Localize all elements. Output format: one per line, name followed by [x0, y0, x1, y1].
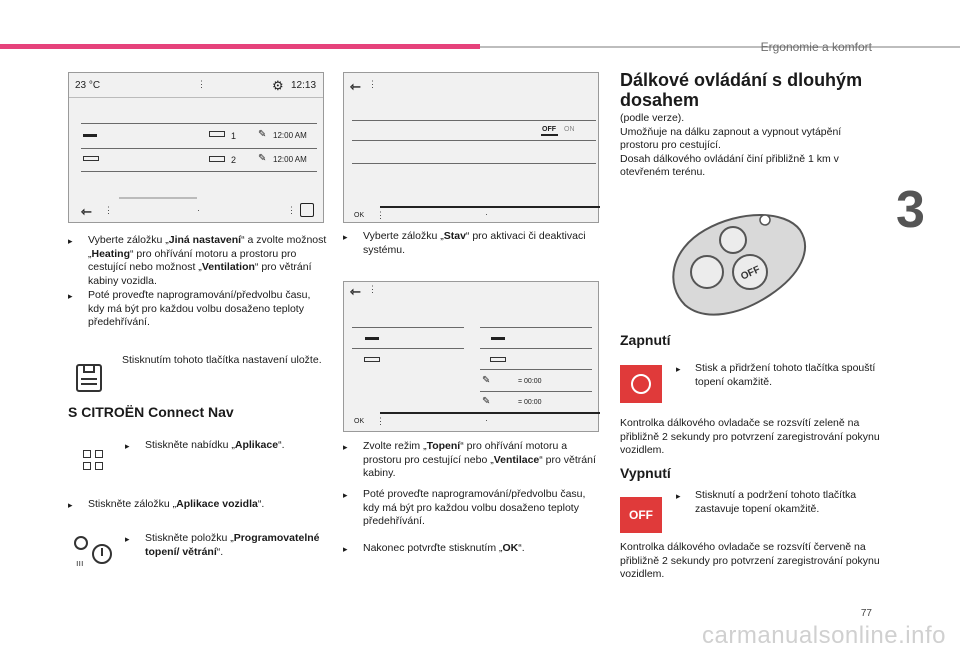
switch-off-note: Kontrolka dálkového ovladače se rozsvítí červeně na přibližně 2 sekundy pro potvrzení zaregistrování pokynu vozidlem.: [620, 541, 880, 580]
chapter-number: 3: [896, 181, 925, 239]
edit-pencil-icon[interactable]: ✎: [482, 396, 491, 407]
save-icon: [76, 364, 102, 392]
instruction-vehicle-apps: Stiskněte záložku „Aplikace vozidla“.: [88, 498, 265, 510]
switch-on-instruction: Stisk a přidržení tohoto tlačítka spouští topení okamžitě.: [695, 362, 876, 388]
program-time-1: 12:00 AM: [273, 131, 307, 140]
switch-off-heading: Vypnutí: [620, 465, 671, 481]
instruction-other-settings: Vyberte záložku „Jiná nastavení“ a zvolte možnost „Heating“ pro ohřívání motoru a prostoru pro cestující nebo možnost „Ventilation“ pro větrání kabiny vozidla.: [88, 234, 327, 287]
programmable-heating-icon: ııı: [72, 534, 114, 568]
bullet-marker: ▸: [68, 500, 73, 510]
watermark: carmanualsonline.info: [702, 622, 946, 649]
switch-on-note: Kontrolka dálkového ovladače se rozsvítí zeleně na přibližně 2 sekundy pro potvrzení zaregistrování pokynu vozidlem.: [620, 417, 880, 456]
off-button-icon: OFF: [620, 497, 662, 533]
ok-button[interactable]: OK: [354, 212, 365, 219]
heating-mode-icon[interactable]: [491, 337, 505, 340]
program-time-1: = 00:00: [518, 378, 542, 385]
screen-status: ⇽ ⋮ OFF ON OK ⋮ ·: [343, 72, 599, 223]
switch-on-heading: Zapnutí: [620, 332, 671, 348]
remote-control-illustration: [665, 210, 815, 325]
screen-temperature: 23 °C: [75, 80, 101, 91]
bullet-marker: ▸: [68, 236, 73, 246]
screen-program: ⇽ ⋮ ✎ = 00:00 ✎ = 00:00 OK ⋮ ·: [343, 281, 599, 432]
menu-dots-icon: ⋮: [197, 79, 206, 89]
instruction-apps: Stiskněte nabídku „Aplikace“.: [145, 439, 285, 451]
program-number-1: 1: [231, 131, 237, 141]
back-arrow-icon[interactable]: ⇽: [350, 284, 361, 299]
page-number: 77: [860, 608, 872, 619]
remote-control-intro: (podle verze). Umožňuje na dálku zapnout a vypnout vytápění prostoru pro cestující. Dosah dálkového ovládání činí přibližně 1 km v otevřeném terénu.: [620, 112, 842, 178]
bullet-marker: ▸: [343, 544, 348, 554]
ventilation-mode-icon[interactable]: [490, 357, 506, 362]
bullet-marker: ▸: [343, 232, 348, 242]
edit-pencil-icon[interactable]: ✎: [482, 375, 491, 386]
heating-option-icon[interactable]: [83, 134, 97, 137]
ventilation-option-icon[interactable]: [83, 156, 99, 161]
bullet-marker: ▸: [68, 291, 73, 301]
slot-icon: [209, 156, 225, 162]
back-arrow-icon[interactable]: ⇽: [350, 79, 361, 94]
apps-grid-icon: [83, 450, 105, 472]
bullet-marker: ▸: [343, 442, 348, 452]
heating-mode-icon[interactable]: [365, 337, 379, 340]
header-divider: [480, 46, 960, 48]
instruction-confirm-ok: Nakonec potvrďte stisknutím „OK“.: [363, 542, 525, 554]
section-title: Ergonomie a komfort: [760, 40, 872, 54]
bullet-marker: ▸: [343, 490, 348, 500]
program-time-2: 12:00 AM: [273, 155, 307, 164]
program-time-2: = 00:00: [518, 399, 542, 406]
ok-button[interactable]: OK: [354, 418, 365, 425]
settings-gear-icon[interactable]: ⚙: [272, 78, 284, 93]
connect-nav-heading: S CITROËN Connect Nav: [68, 404, 234, 420]
screen-clock: 12:13: [291, 80, 317, 91]
program-number-2: 2: [231, 155, 237, 165]
instruction-status-tab: Vyberte záložku „Stav“ pro aktivaci či deaktivaci systému.: [363, 230, 586, 256]
back-arrow-icon[interactable]: ⇽: [81, 204, 92, 219]
toggle-off-label[interactable]: OFF: [542, 126, 556, 133]
edit-pencil-icon[interactable]: ✎: [258, 129, 267, 140]
instruction-choose-mode: Zvolte režim „Topení“ pro ohřívání motoru a prostoru pro cestující nebo „Ventilace“ pro větrání kabiny.: [363, 440, 596, 479]
toggle-on-label[interactable]: ON: [564, 126, 575, 133]
save-floppy-icon[interactable]: [300, 203, 314, 217]
remote-control-title: Dálkové ovládání s dlouhým dosahem: [620, 70, 863, 110]
ventilation-mode-icon[interactable]: [364, 357, 380, 362]
remote-off-label: OFF: [739, 264, 763, 283]
edit-pencil-icon[interactable]: ✎: [258, 153, 267, 164]
instruction-program-time: Poté proveďte naprogramování/předvolbu času, kdy má být pro každou volbu dosaženo teploty předehřívání.: [363, 488, 586, 527]
switch-off-instruction: Stisknutí a podržení tohoto tlačítka zastavuje topení okamžitě.: [695, 489, 857, 515]
heater-on-icon: [620, 365, 662, 403]
header-accent-bar: [0, 44, 480, 49]
bullet-marker: ▸: [676, 491, 681, 501]
instruction-programmable: Stiskněte položku „Programovatelné topení/ větrání“.: [145, 532, 320, 558]
instruction-program-time: Poté proveďte naprogramování/předvolbu času, kdy má být pro každou volbu dosaženo teploty předehřívání.: [88, 289, 311, 328]
bullet-marker: ▸: [125, 534, 130, 544]
save-instruction: Stisknutím tohoto tlačítka nastavení uložte.: [122, 354, 322, 366]
slot-icon: [209, 131, 225, 137]
screen-other-settings: 23 °C ⋮ ⚙ 12:13 1 ✎ 12:00 AM 2 ✎ 12:00 AM ⇽ ⋮ · ⋮: [68, 72, 324, 223]
bullet-marker: ▸: [125, 441, 130, 451]
bullet-marker: ▸: [676, 364, 681, 374]
